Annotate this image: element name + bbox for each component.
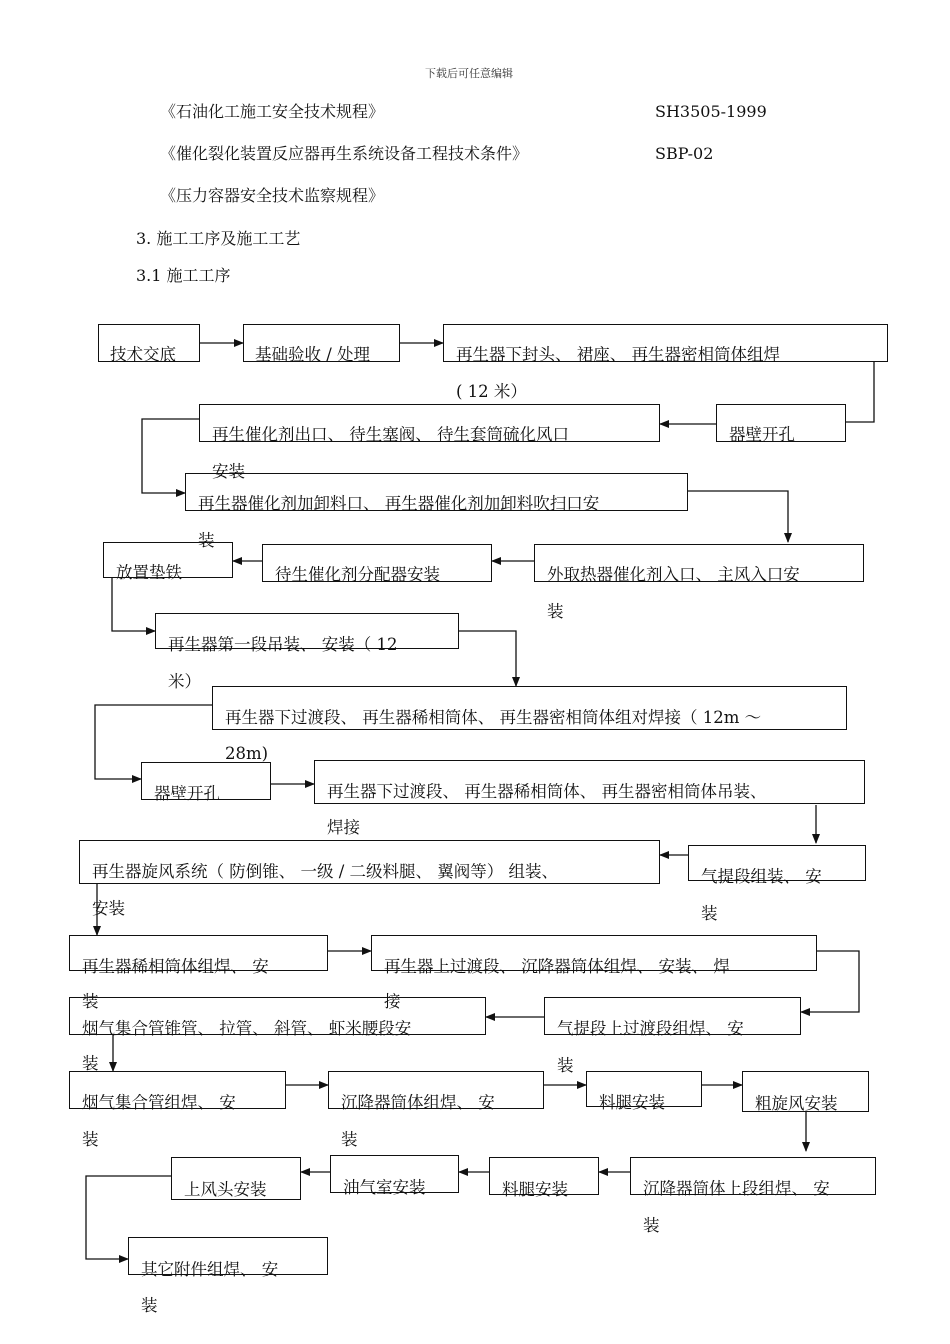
flow-step-label-cont: 28m): [225, 744, 269, 763]
flow-step-label: 基础验收 / 处理: [255, 345, 371, 364]
flow-step-label: 再生器旋风系统（ 防倒锥、 一级 / 二级料腿、 翼阀等） 组装、: [92, 862, 559, 881]
flow-step-label: 气提段组装、 安: [701, 867, 822, 886]
page-header: 下载后可任意编辑: [425, 67, 513, 80]
flow-step-label: 其它附件组焊、 安: [141, 1260, 279, 1279]
reference-title-1: 《石油化工施工安全技术规程》: [160, 102, 385, 121]
flow-step-label: 油气室安装: [343, 1178, 426, 1197]
flow-step-label: 沉降器筒体上段组焊、 安: [643, 1179, 830, 1198]
reference-title-2: 《催化裂化装置反应器再生系统设备工程技术条件》: [160, 144, 529, 163]
flow-step-label-cont: 装: [643, 1216, 660, 1235]
flow-step-label: 再生催化剂出口、 待生塞阀、 待生套筒硫化风口: [212, 425, 569, 444]
flow-step-label: 再生器下封头、 裙座、 再生器密相筒体组焊: [456, 345, 780, 364]
flow-step-label-cont: 装: [701, 904, 718, 923]
flow-step-label: 外取热器催化剂入口、 主风入口安: [547, 565, 800, 584]
flow-step-label: 器壁开孔: [729, 425, 795, 444]
flow-step-label-cont: 焊接: [327, 818, 360, 837]
reference-code-2: SBP-02: [655, 144, 714, 163]
flow-step-label: 粗旋风安装: [755, 1094, 838, 1113]
flow-step-label: 技术交底: [110, 345, 176, 364]
flow-step-label: 再生器第一段吊装、 安装（ 12: [168, 635, 398, 654]
flow-step-label-cont: 装: [82, 992, 99, 1011]
flow-step-label: 料腿安装: [599, 1093, 665, 1112]
flow-step-label: 上风头安装: [184, 1180, 267, 1199]
flow-step-label: 再生器上过渡段、 沉降器筒体组焊、 安装、 焊: [384, 957, 730, 976]
reference-title-3: 《压力容器安全技术监察规程》: [160, 186, 385, 205]
flow-step-label-cont: 装: [198, 531, 215, 550]
flow-step-label-cont: 安装: [92, 899, 125, 918]
section-heading-3: 3. 施工工序及施工工艺: [136, 229, 301, 248]
flow-step-label-cont: 米）: [168, 672, 201, 691]
flow-step-label: 气提段上过渡段组焊、 安: [557, 1019, 744, 1038]
flow-step-label: 烟气集合管组焊、 安: [82, 1093, 236, 1112]
flow-step-label: 沉降器筒体组焊、 安: [341, 1093, 495, 1112]
flow-step-label: 器壁开孔: [154, 784, 220, 803]
flow-step-label-cont: 装: [82, 1054, 99, 1073]
flow-step-label: 再生器催化剂加卸料口、 再生器催化剂加卸料吹扫口安: [198, 494, 600, 513]
flow-step-label-cont: 接: [384, 992, 401, 1011]
flow-step-label-cont: 装: [82, 1130, 99, 1149]
flow-step-label: 待生催化剂分配器安装: [275, 565, 440, 584]
flow-step-label-cont: 装: [557, 1056, 574, 1075]
flow-step-label-cont: 安装: [212, 462, 245, 481]
reference-code-1: SH3505-1999: [655, 102, 767, 121]
flow-step-label-cont: 装: [547, 602, 564, 621]
flow-step-label-cont: ( 12 米）: [456, 382, 527, 401]
flow-step-label: 放置垫铁: [116, 563, 182, 582]
flow-step-label: 再生器下过渡段、 再生器稀相筒体、 再生器密相筒体组对焊接（ 12m ～: [225, 708, 762, 727]
flow-step-label-cont: 装: [341, 1130, 358, 1149]
section-heading-3-1: 3.1 施工工序: [136, 266, 231, 285]
flow-step-label: 料腿安装: [502, 1180, 568, 1199]
flow-step-label: 烟气集合管锥管、 拉管、 斜管、 虾米腰段安: [82, 1019, 412, 1038]
flow-step-label: 再生器稀相筒体组焊、 安: [82, 957, 269, 976]
flow-step-label-cont: 装: [141, 1296, 158, 1315]
flow-step-label: 再生器下过渡段、 再生器稀相筒体、 再生器密相筒体吊装、: [327, 782, 767, 801]
